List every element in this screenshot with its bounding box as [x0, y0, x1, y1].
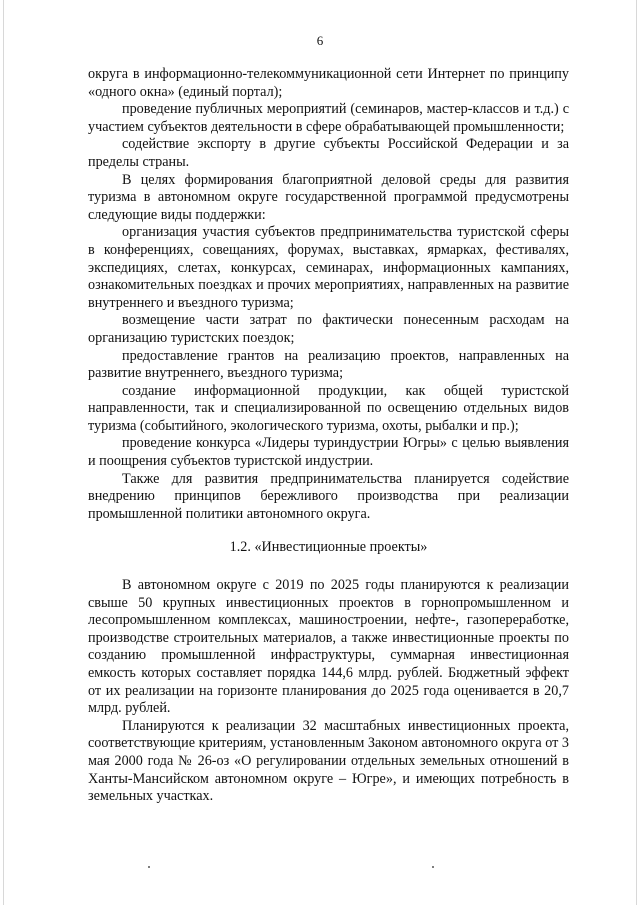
scan-speck	[148, 866, 150, 868]
paragraph-6: возмещение части затрат по фактически понесенным расходам на организацию туристских поездок;	[88, 312, 569, 346]
paragraph-3: содействие экспорту в другие субъекты Российской Федерации и за пределы страны.	[88, 136, 569, 170]
paragraph-8: создание информационной продукции, как общей туристской направленности, так и специализированной по освещению отдельных видов туризма (событийного, экологического туризма, охоты, рыбалки и пр.);	[88, 382, 569, 434]
paragraph-7: предоставление грантов на реализацию проектов, направленных на развитие внутреннего, въездного туризма;	[88, 347, 569, 382]
paragraph-5: организация участия субъектов предпринимательства туристской сферы в конференциях, совещаниях, форумах, выставках, ярмарках, фестивалях, экспедициях, слетах, конкурсах, семинарах, информационных кампаниях, ознакомительных поездках и прочих мероприятиях, направленных на развитие внутреннего и въездного туризма;	[88, 224, 569, 311]
page-right-edge	[636, 0, 637, 905]
paragraph-2: проведение публичных мероприятий (семинаров, мастер-классов и т.д.) с участием субъектов деятельности в сфере обрабатывающей промышленности;	[88, 101, 569, 135]
section-paragraph-1: В автономном округе с 2019 по 2025 годы планируются к реализации свыше 50 крупных инвестиционных проектов в горнопромышленном и лесопромышленном комплексах, машиностроении, нефте-, газопереработке, производстве строительных материалов, а также инвестиционные проекты по созданию промышленной инфраструктуры, суммарная инвестиционная емкость которых составляет порядка 144,6 млрд. рублей. Бюджетный эффект от их реализации на горизонте планирования до 2025 года оценивается в 20,7 млрд. рублей.	[88, 577, 569, 717]
paragraph-1: округа в информационно-телекоммуникационной сети Интернет по принципу «одного окна» (единый портал);	[88, 66, 569, 100]
section-paragraph-2: Планируются к реализации 32 масштабных инвестиционных проекта, соответствующие критериям, установленным Законом автономного округа от 3 мая 2000 года № 26-оз «О регулировании отдельных земельных отношений в Ханты-Мансийском автономном округе – Югре», и имеющих потребность в земельных участках.	[88, 717, 569, 805]
paragraph-10: Также для развития предпринимательства планируется содействие внедрению принципов бережливого производства при реализации промышленной политики автономного округа.	[88, 470, 569, 522]
page-number: 6	[316, 33, 324, 48]
page-left-edge	[3, 0, 4, 905]
section-heading: 1.2. «Инвестиционные проекты»	[229, 539, 428, 556]
document-body	[88, 66, 569, 806]
paragraph-9: проведение конкурса «Лидеры туриндустрии Югры» с целью выявления и поощрения субъектов туристской индустрии.	[88, 435, 569, 470]
paragraph-4: В целях формирования благоприятной деловой среды для развития туризма в автономном округе государственной программой предусмотрены следующие виды поддержки:	[88, 171, 569, 223]
scan-speck	[432, 866, 434, 868]
